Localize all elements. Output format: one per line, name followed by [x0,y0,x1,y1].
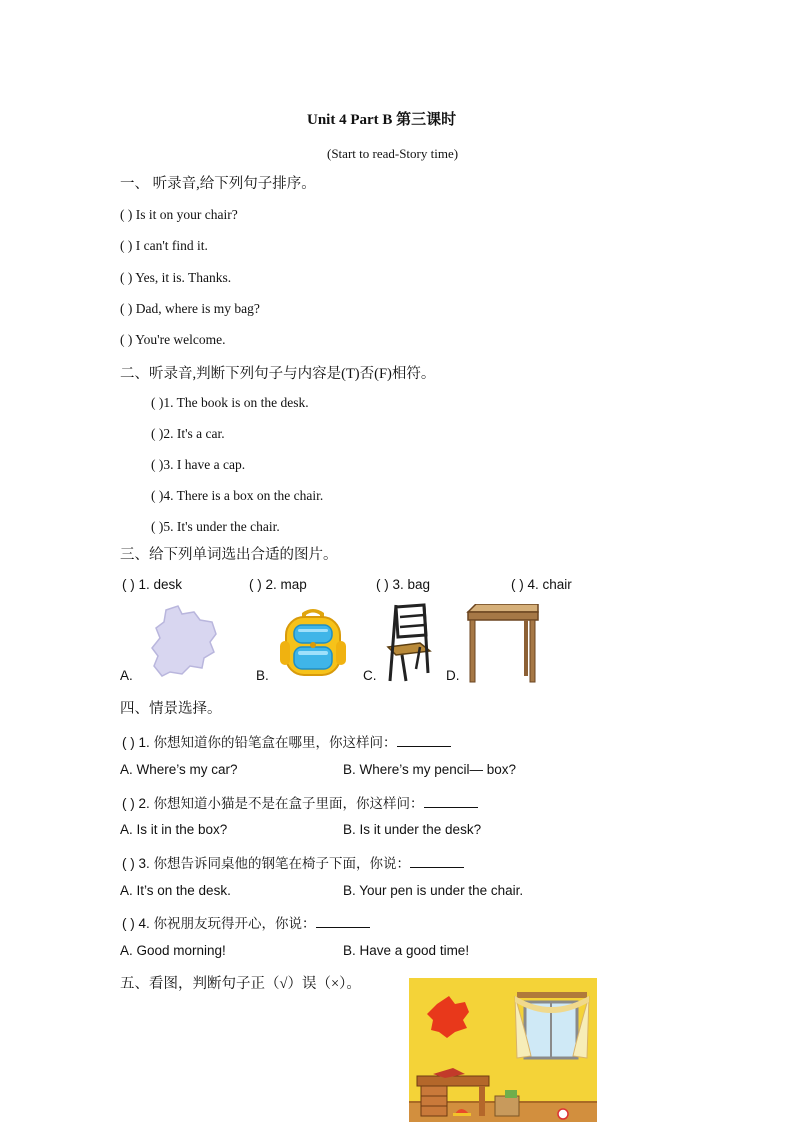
page-title: Unit 4 Part B 第三课时 [307,112,457,128]
section-2-heading: 二、听录音,判断下列句子与内容是(T)否(F)相符。 [120,366,436,382]
list-item: ( ) Yes, it is. Thanks. [120,270,232,285]
option-label-c: C. [363,668,377,683]
option-b: B. Is it under the desk? [343,822,482,837]
answer-blank[interactable] [410,855,464,868]
room-scene-icon [409,978,597,1122]
question-4 [122,912,370,932]
option-label-a: A. [120,668,133,683]
option-a: A. It’s on the desk. [120,883,231,898]
list-item: ( ) I can't find it. [120,238,208,253]
question-1 [122,731,451,751]
list-item: ( ) Dad, where is my bag? [120,301,260,316]
list-item: ( )1. The book is on the desk. [151,395,309,410]
question-text: ( ) 4. 你祝朋友玩得开心，你说： [122,916,316,931]
option-b: B. Your pen is under the chair. [343,883,524,898]
answer-blank[interactable] [316,915,370,928]
list-item: ( )5. It's under the chair. [151,519,280,534]
section-1-heading: 一、 听录音,给下列句子排序。 [120,176,316,192]
word-item-bag: ( ) 3. bag [376,577,431,592]
option-b: B. Where’s my pencil— box? [343,762,517,777]
option-a: A. Where’s my car? [120,762,238,777]
option-label-d: D. [446,668,460,683]
option-a: A. Is it in the box? [120,822,228,837]
section-3-heading: 三、给下列单词选出合适的图片。 [120,547,338,563]
list-item: ( )2. It's a car. [151,426,225,441]
word-item-map: ( ) 2. map [249,577,307,592]
list-item: ( )3. I have a cap. [151,457,246,472]
option-a: A. Good morning! [120,943,226,958]
bag-icon [278,605,348,679]
word-item-desk: ( ) 1. desk [122,577,183,592]
section-5-heading: 五、看图，判断句子正（√）误（×）。 [120,976,361,992]
question-text: ( ) 1. 你想知道你的铅笔盒在哪里，你这样问： [122,735,397,750]
option-label-b: B. [256,668,269,683]
page-subtitle: (Start to read-Story time) [327,146,459,161]
section-4-heading: 四、情景选择。 [120,701,222,717]
desk-icon [466,604,540,684]
chair-icon [382,603,434,683]
answer-blank[interactable] [397,734,451,747]
question-3 [122,852,464,872]
answer-blank[interactable] [424,795,478,808]
word-item-chair: ( ) 4. chair [511,577,572,592]
list-item: ( ) Is it on your chair? [120,207,238,222]
list-item: ( )4. There is a box on the chair. [151,488,324,503]
map-icon [148,604,220,678]
option-b: B. Have a good time! [343,943,470,958]
question-2 [122,792,478,812]
question-text: ( ) 2. 你想知道小猫是不是在盒子里面，你这样问： [122,796,424,811]
list-item: ( ) You're welcome. [120,332,226,347]
question-text: ( ) 3. 你想告诉同桌他的钢笔在椅子下面，你说： [122,856,411,871]
